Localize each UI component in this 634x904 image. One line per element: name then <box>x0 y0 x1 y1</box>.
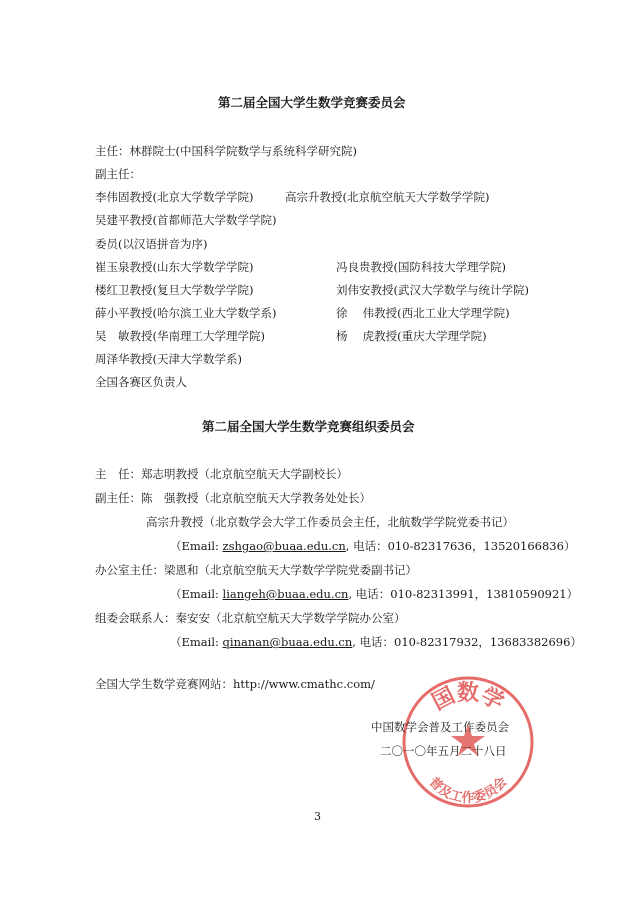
office-director: 办公室主任：梁恩和（北京航空航天大学数学学院党委副书记） <box>95 563 417 577</box>
page-number: 3 <box>314 810 321 823</box>
contact-line-2 <box>170 586 578 602</box>
member-left-3: 薛小平教授(哈尔滨工业大学数学系) <box>95 306 277 320</box>
committee-contact: 组委会联系人：秦安安（北京航空航天大学数学学院办公室） <box>95 611 406 625</box>
email-prefix: （Email: <box>170 539 223 553</box>
contact-line-3 <box>170 634 582 650</box>
stamp-bottom-text: 普及工作委员会 <box>425 774 511 806</box>
website-line: 全国大学生数学竞赛网站：http://www.cmathc.com/ <box>95 677 375 691</box>
member-right-3: 徐 伟教授(西北工业大学理学院) <box>336 306 510 320</box>
organizing-vice-2: 高宗升教授（北京数学会大学工作委员会主任，北航数学学院党委书记） <box>146 515 514 529</box>
email-link-liangeh[interactable]: liangeh@buaa.edu.cn <box>222 587 349 601</box>
member-left-1: 崔玉泉教授(山东大学数学学院) <box>95 260 254 274</box>
vice-chair-1: 李伟固教授(北京大学数学学院) <box>95 190 254 204</box>
signature-org: 中国数学会普及工作委员会 <box>371 720 509 734</box>
member-right-1: 冯良贵教授(国防科技大学理学院) <box>336 260 506 274</box>
signature-date: 二〇一〇年五月二十八日 <box>380 744 507 758</box>
svg-text:普及工作委员会 <box>426 774 511 806</box>
official-seal-stamp <box>398 672 538 812</box>
organizing-title: 第二届全国大学生数学竞赛组织委员会 <box>202 419 415 434</box>
organizing-vice: 副主任：陈 强教授（北京航空航天大学教务处处长） <box>95 491 371 505</box>
phone-info: , 电话：010-82317636，13520166836） <box>345 539 576 553</box>
email-prefix: （Email: <box>170 635 223 649</box>
email-prefix: （Email: <box>170 587 223 601</box>
member-left-2: 楼红卫教授(复旦大学数学学院) <box>95 283 254 297</box>
phone-info: , 电话：010-82317932，13683382696） <box>352 635 582 649</box>
member-right-4: 杨 虎教授(重庆大学理学院) <box>336 329 487 343</box>
phone-info: , 电话：010-82313991，13810590921） <box>348 587 579 601</box>
vice-chair-2: 高宗升教授(北京航空航天大学数学学院) <box>285 190 490 204</box>
vice-chair-label: 副主任： <box>95 167 141 181</box>
contact-line-1 <box>170 538 575 554</box>
email-link-qinanan[interactable]: qinanan@buaa.edu.cn <box>222 635 353 649</box>
vice-chair-3: 吴建平教授(首都师范大学数学学院) <box>95 213 277 227</box>
stamp-top-text: 国数学 <box>427 680 509 716</box>
organizing-chair: 主 任：郑志明教授（北京航空航天大学副校长） <box>95 467 348 481</box>
regional-heads: 全国各赛区负责人 <box>95 375 187 389</box>
email-link-zshgao[interactable]: zshgao@buaa.edu.cn <box>222 539 346 553</box>
members-label: 委员(以汉语拼音为序) <box>95 237 208 251</box>
committee-title: 第二届全国大学生数学竞赛委员会 <box>218 95 406 110</box>
member-left-5: 周泽华教授(天津大学数学系) <box>95 352 242 366</box>
member-right-2: 刘伟安教授(武汉大学数学与统计学院) <box>336 283 529 297</box>
member-left-4: 吴 敏教授(华南理工大学理学院) <box>95 329 265 343</box>
committee-chair: 主任：林群院士(中国科学院数学与系统科学研究院) <box>95 144 357 158</box>
